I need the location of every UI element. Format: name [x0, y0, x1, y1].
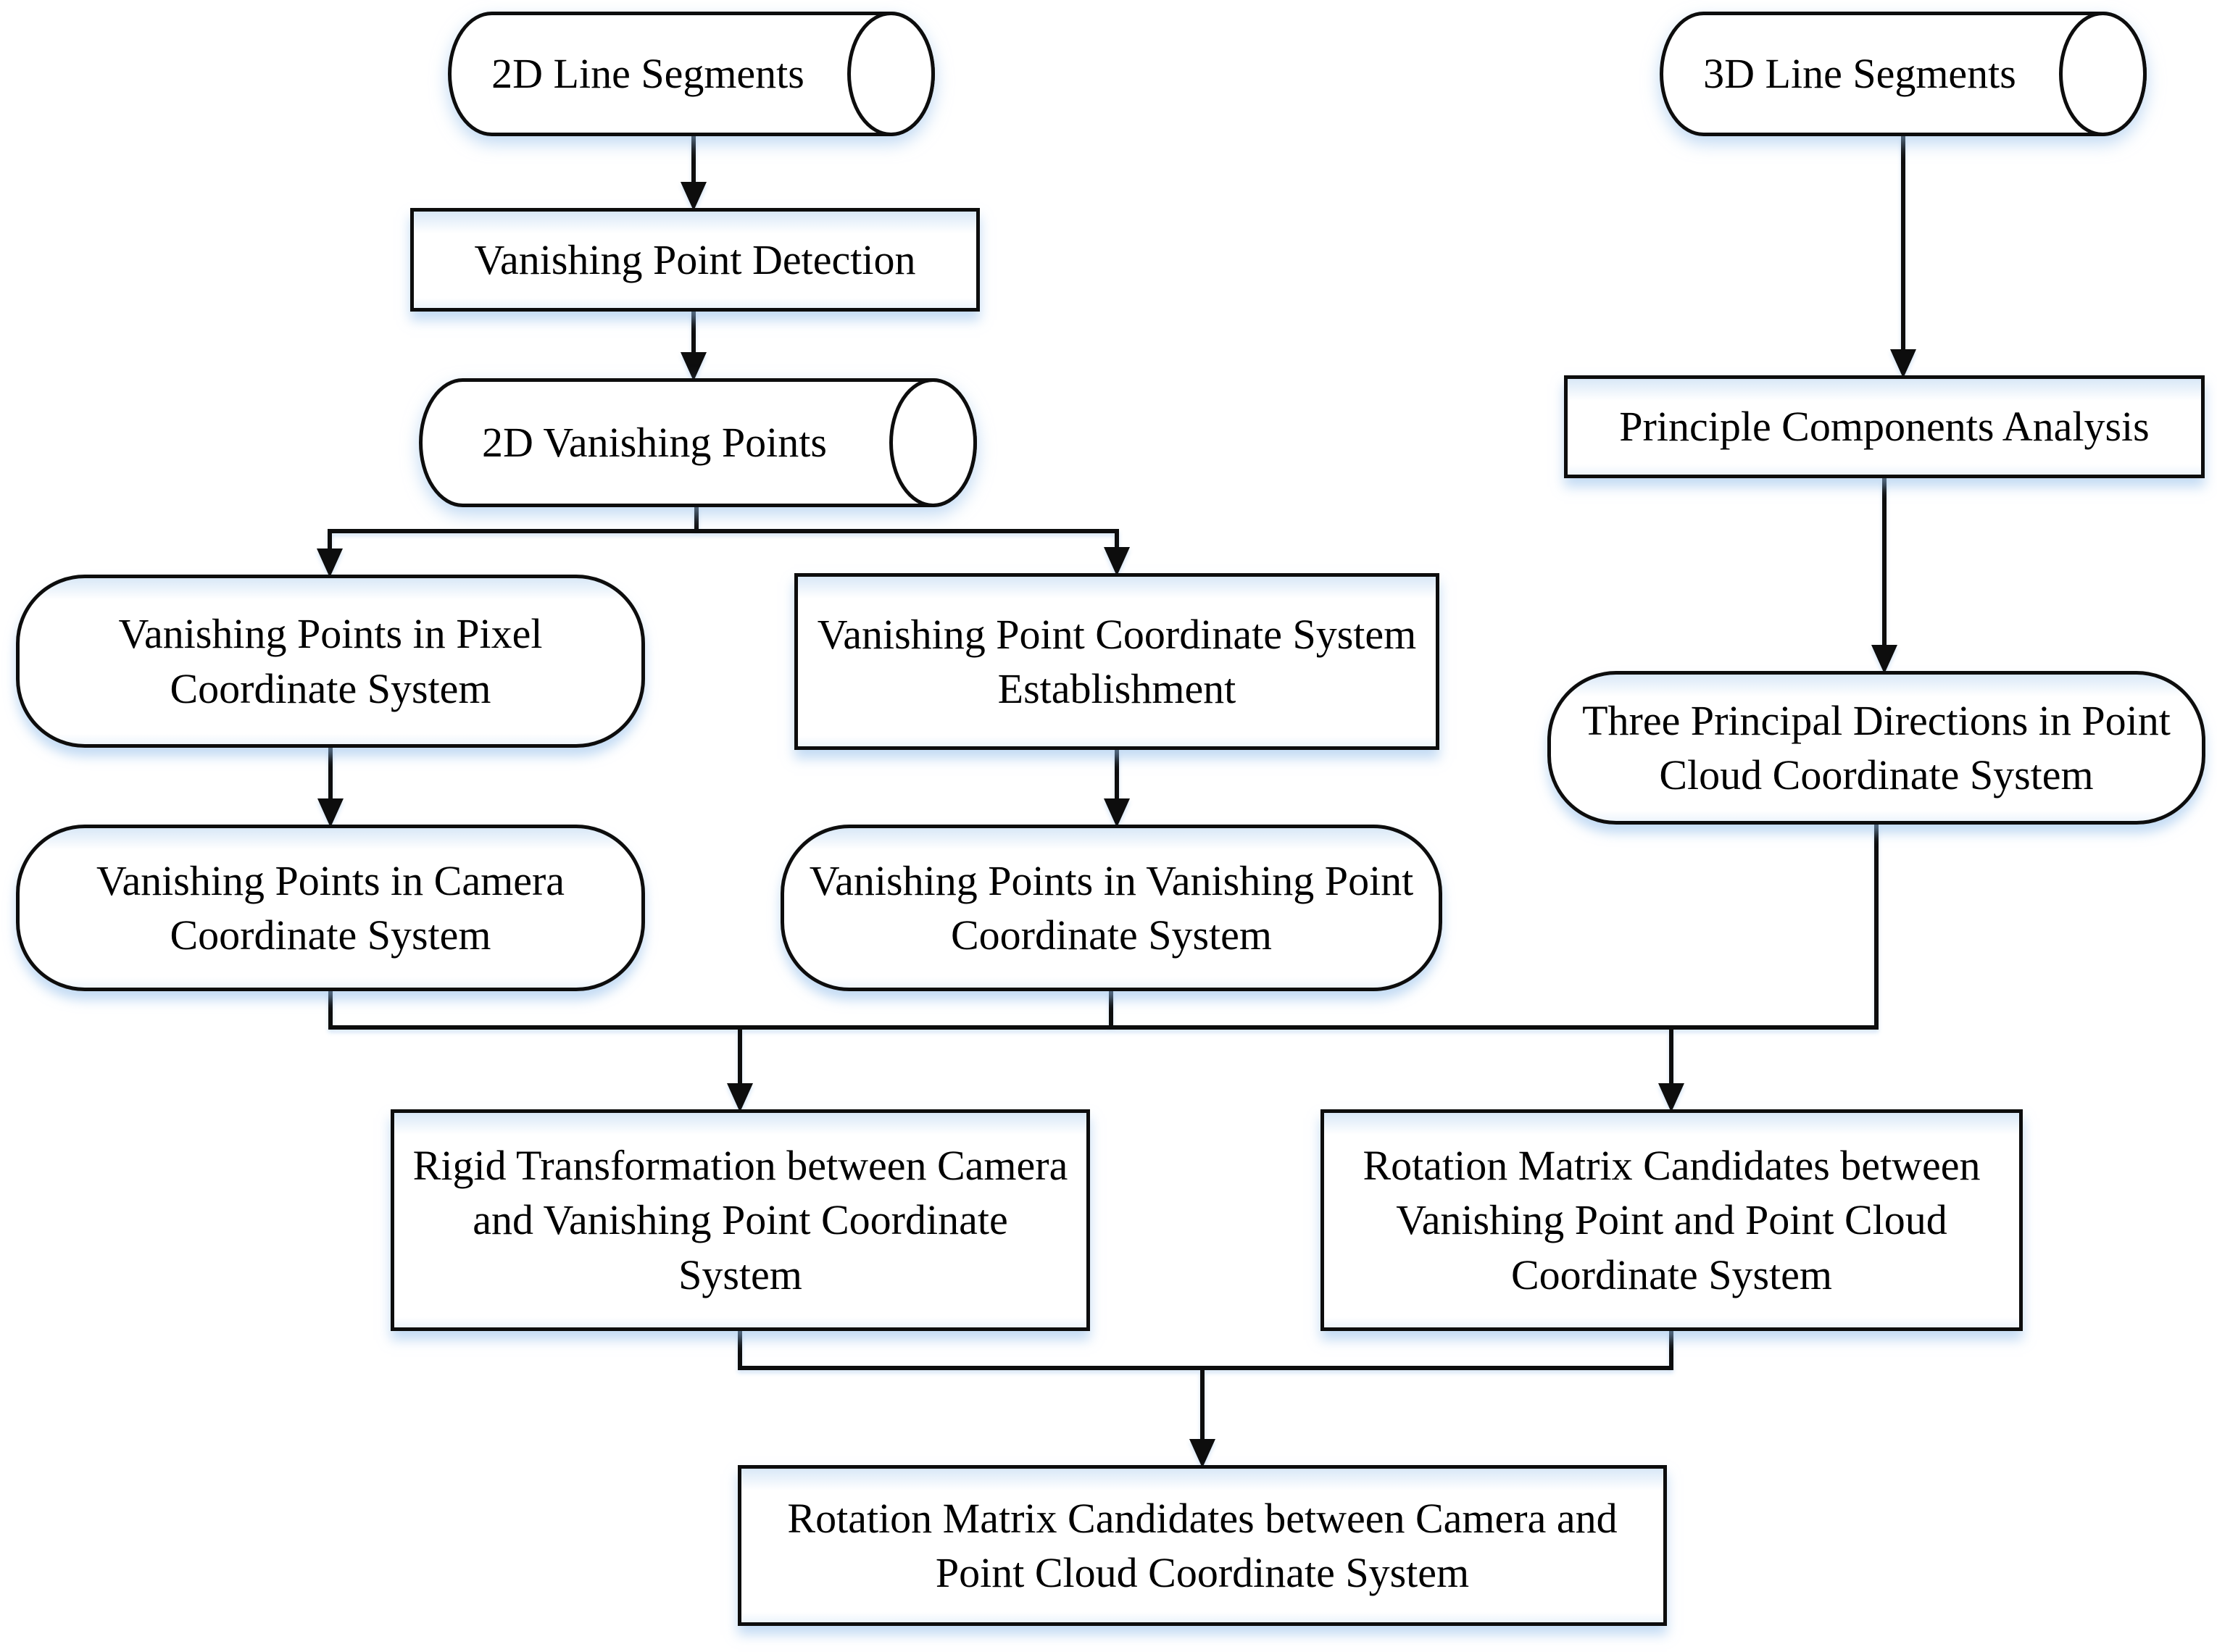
node-label-wrap: [1660, 12, 2147, 136]
node-2d-line-segments: [448, 12, 935, 136]
node-label: Vanishing Points in Camera Coordinate System: [96, 856, 565, 959]
node-label: Vanishing Points in Vanishing Point Coordinate System: [809, 856, 1414, 959]
node-2d-vanishing-points: [419, 378, 977, 507]
node-label: Principle Components Analysis: [1619, 403, 2150, 451]
node-label: Rotation Matrix Candidates between Vanishing Point and Point Cloud Coordinate System: [1363, 1141, 1981, 1298]
node-rigid-transformation: [391, 1109, 1090, 1331]
node-vanishing-points-vpcs: [781, 825, 1442, 991]
node-label: Vanishing Point Detection: [474, 235, 916, 283]
node-label: Three Principal Directions in Point Cloud Coordinate System: [1582, 696, 2171, 798]
node-label: 2D Line Segments: [491, 50, 804, 98]
node-three-principal-directions: [1547, 671, 2205, 825]
node-label: Rigid Transformation between Camera and Vanishing Point Coordinate System: [412, 1141, 1068, 1298]
node-label-wrap: [419, 378, 977, 507]
node-principle-components-analysis: [1564, 375, 2205, 478]
node-vanishing-points-pixel: [16, 575, 645, 748]
node-vanishing-point-detection: [410, 208, 980, 312]
node-label: Vanishing Point Coordinate System Establishment: [817, 610, 1417, 712]
node-3d-line-segments: [1660, 12, 2147, 136]
node-label: Rotation Matrix Candidates between Camera and Point Cloud Coordinate System: [787, 1494, 1618, 1596]
node-rotation-candidates-vp-pointcloud: [1320, 1109, 2023, 1331]
node-label: Vanishing Points in Pixel Coordinate System: [118, 610, 543, 712]
node-label-wrap: [448, 12, 935, 136]
node-rotation-candidates-camera-pointcloud: [738, 1465, 1667, 1626]
node-vanishing-points-camera: [16, 825, 645, 991]
node-label: 2D Vanishing Points: [482, 419, 827, 467]
node-label: 3D Line Segments: [1703, 50, 2016, 98]
node-vp-coordinate-system-establishment: [794, 573, 1439, 750]
